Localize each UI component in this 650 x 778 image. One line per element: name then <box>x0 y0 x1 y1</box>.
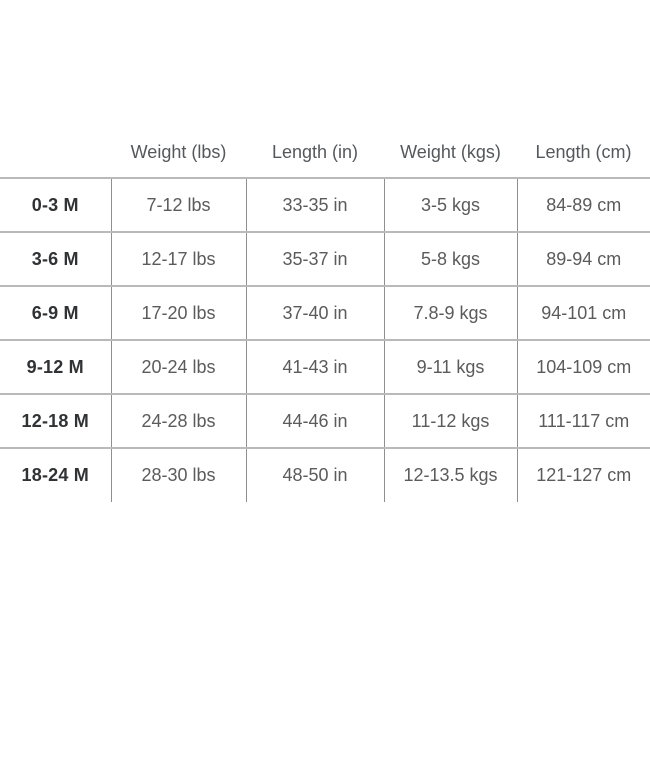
size-label: 12-18 M <box>0 394 111 448</box>
size-label: 3-6 M <box>0 232 111 286</box>
table-cell-length-in: 37-40 in <box>246 286 384 340</box>
table-cell-weight-lbs: 17-20 lbs <box>111 286 246 340</box>
table-cell-weight-lbs: 20-24 lbs <box>111 340 246 394</box>
header-row <box>0 128 650 178</box>
column-header-length-in: Length (in) <box>246 128 384 178</box>
table-cell-length-in: 33-35 in <box>246 178 384 232</box>
corner-cell <box>0 128 111 178</box>
table-cell-length-cm: 121-127 cm <box>517 448 650 502</box>
table-cell-length-in: 48-50 in <box>246 448 384 502</box>
table-cell-length-cm: 111-117 cm <box>517 394 650 448</box>
table-cell-length-cm: 104-109 cm <box>517 340 650 394</box>
table-cell-weight-kgs: 12-13.5 kgs <box>384 448 517 502</box>
column-header-weight-lbs: Weight (lbs) <box>111 128 246 178</box>
table-row-12-18m <box>0 394 650 448</box>
size-chart-table <box>0 128 650 502</box>
table-cell-weight-kgs: 11-12 kgs <box>384 394 517 448</box>
table-cell-weight-lbs: 28-30 lbs <box>111 448 246 502</box>
table-row-18-24m <box>0 448 650 502</box>
table-cell-length-cm: 84-89 cm <box>517 178 650 232</box>
size-label: 9-12 M <box>0 340 111 394</box>
column-header-weight-kgs: Weight (kgs) <box>384 128 517 178</box>
table-cell-weight-lbs: 24-28 lbs <box>111 394 246 448</box>
table-cell-length-in: 35-37 in <box>246 232 384 286</box>
table-cell-length-cm: 94-101 cm <box>517 286 650 340</box>
table-cell-weight-lbs: 12-17 lbs <box>111 232 246 286</box>
table-cell-weight-kgs: 7.8-9 kgs <box>384 286 517 340</box>
table-row-9-12m <box>0 340 650 394</box>
size-label: 6-9 M <box>0 286 111 340</box>
table-cell-length-in: 44-46 in <box>246 394 384 448</box>
table-cell-weight-kgs: 3-5 kgs <box>384 178 517 232</box>
table-row-0-3m <box>0 178 650 232</box>
table-cell-weight-kgs: 9-11 kgs <box>384 340 517 394</box>
table-row-6-9m <box>0 286 650 340</box>
table-row-3-6m <box>0 232 650 286</box>
size-label: 18-24 M <box>0 448 111 502</box>
table-cell-weight-kgs: 5-8 kgs <box>384 232 517 286</box>
table-cell-length-cm: 89-94 cm <box>517 232 650 286</box>
table-cell-length-in: 41-43 in <box>246 340 384 394</box>
page-background <box>0 128 650 778</box>
size-label: 0-3 M <box>0 178 111 232</box>
table-cell-weight-lbs: 7-12 lbs <box>111 178 246 232</box>
column-header-length-cm: Length (cm) <box>517 128 650 178</box>
